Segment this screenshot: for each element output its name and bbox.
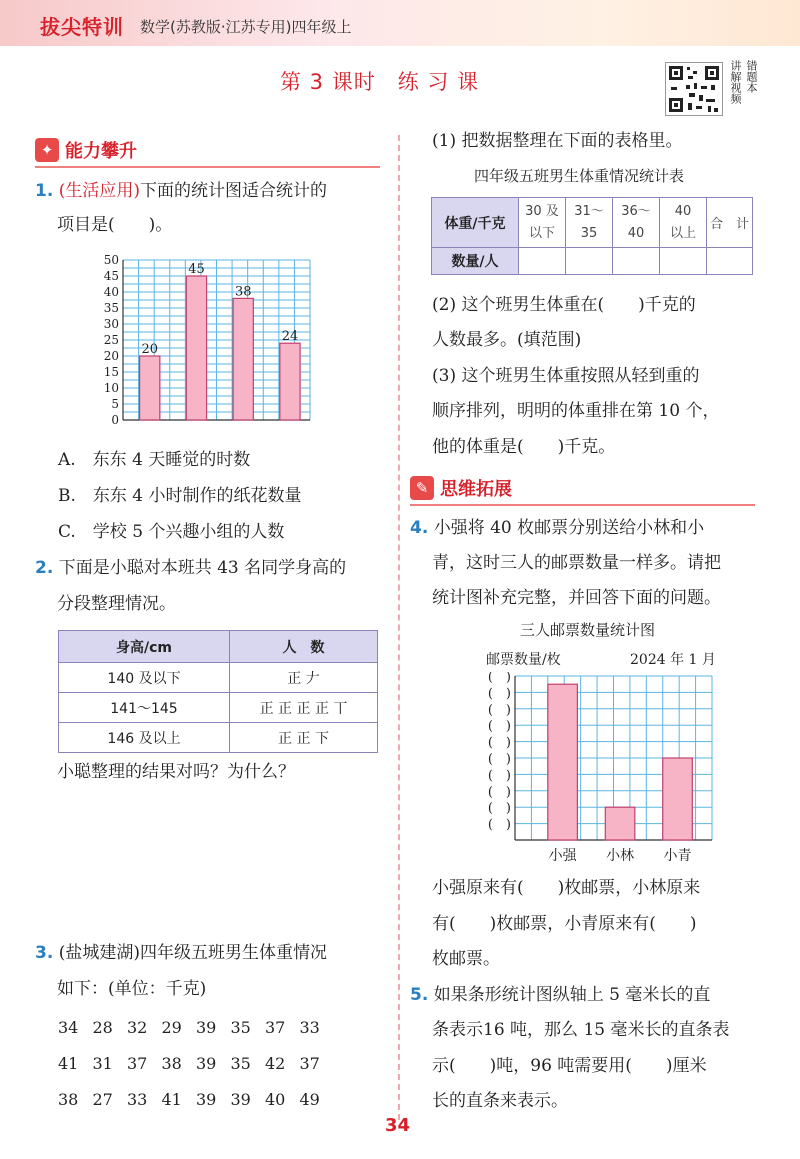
height-table-cell: 140 及以下 [59,663,230,693]
chart1-ytick: 50 [103,253,119,267]
section-ability [35,136,380,164]
chart2-ytick-blank: ( ) [487,801,511,817]
chart2-ytick-blank: ( ) [487,719,511,735]
q3-sub2a: (2) 这个班男生体重在( )千克的 [432,295,696,315]
q4-text1: 小强将 40 枚邮票分别送给小林和小 [433,518,705,538]
section-underline [35,166,380,168]
weight-table [431,197,753,275]
q3-line2: 如下：(单位：千克) [57,979,207,999]
bar-chart-1 [95,250,335,430]
q5-line1 [410,985,710,1005]
q1-option-c: C. 学校 5 个兴趣小组的人数 [58,522,285,542]
chart2-ticks [488,672,692,864]
q3-number: 3. [35,943,54,963]
q2-question: 小聪整理的结果对吗？为什么？ [57,762,295,782]
chart1-ytick: 10 [103,381,119,395]
weight-value: 39 [230,1090,251,1109]
weight-value: 37 [265,1018,286,1037]
stamp-chart-title: 三人邮票数量统计图 [520,621,656,639]
weight-value: 39 [196,1018,217,1037]
weight-value: 34 [58,1018,79,1037]
weight-value: 35 [230,1054,251,1073]
weight-table-header: 30 及 以下 [519,198,566,248]
chart2-bar [663,758,693,840]
chart2-bar [605,807,635,840]
lesson-title: 第 3 课时 练 习 课 [280,70,480,94]
chart1-ytick: 25 [103,333,119,347]
weight-value: 41 [161,1090,182,1109]
weight-value: 39 [196,1090,217,1109]
chart2-category-label: 小青 [663,848,692,864]
weight-table-blank[interactable] [519,248,566,275]
pen-icon: ✎ [410,476,434,500]
weight-value: 39 [196,1054,217,1073]
chart2-ytick-blank: ( ) [487,672,511,685]
height-table-cell: 正 𠂇 [230,663,378,693]
section-ability-title: 能力攀升 [65,141,137,162]
chart2-ytick-blank: ( ) [487,686,511,702]
q4-answer1: 小强原来有( )枚邮票，小林原来 [432,878,701,898]
chart1-data-label: 38 [234,284,252,300]
weight-value: 41 [58,1054,79,1073]
q3-sub2b: 人数最多。(填范围) [432,330,582,350]
q1-number: 1. [35,181,54,201]
q2-number: 2. [35,558,54,578]
section-thinking-title: 思维拓展 [440,479,512,500]
weight-table-blank[interactable] [613,248,660,275]
q3-tag: (盐城建湖) [58,943,140,963]
chart1-bar [280,343,300,420]
height-table-header: 身高/cm [59,631,230,663]
weight-value: 31 [92,1054,113,1073]
weight-table-header: 36～ 40 [613,198,660,248]
weight-table-header: 体重/千克 [432,198,519,248]
weight-value: 33 [127,1090,148,1109]
height-table-cell: 正 正 正 正 丅 [230,693,378,723]
weight-table-header: 合 计 [707,198,753,248]
q4-answer3: 枚邮票。 [432,949,500,969]
weight-value: 33 [299,1018,320,1037]
q2-line2: 分段整理情况。 [57,594,176,614]
chart1-ytick: 35 [103,301,119,315]
chart1-ytick: 5 [111,397,119,411]
q5-line4: 长的直条来表示。 [432,1091,568,1111]
q4-line1 [410,518,704,538]
weight-value: 38 [161,1054,182,1073]
weight-value: 40 [265,1090,286,1109]
chart2-ytick-blank: ( ) [487,702,511,718]
page-number: 34 [385,1115,411,1136]
chart1-ytick: 15 [103,365,119,379]
q3-text1: 四年级五班男生体重情况 [139,943,327,963]
chart1-data-label: 45 [188,262,205,277]
section-underline [410,504,755,506]
chart2-ytick-blank: ( ) [487,752,511,767]
q5-line2: 条表示16 吨，那么 15 毫米长的直条表 [432,1020,730,1040]
height-table [58,630,378,753]
chart2-ytick-blank: ( ) [487,768,511,784]
book-title: 数学(苏教版·江苏专用)四年级上 [140,18,352,36]
column-divider [398,135,400,1120]
q4-answer2: 有( )枚邮票，小青原来有( ) [432,914,697,934]
q1-line2: 项目是( )。 [57,215,173,235]
chart2-ytick-blank: ( ) [487,735,511,751]
weight-table-title: 四年级五班男生体重情况统计表 [474,167,685,185]
q2-line1 [35,558,346,578]
q5-text1: 如果条形统计图纵轴上 5 毫米长的直 [433,985,711,1005]
weight-value: 37 [299,1054,320,1073]
q1-option-b: B. 东东 4 小时制作的纸花数量 [58,486,302,506]
q2-text1: 下面是小聪对本班共 43 名同学身高的 [58,558,347,578]
q3-sub1: (1) 把数据整理在下面的表格里。 [432,131,683,151]
weight-table-header: 40 以上 [660,198,707,248]
q3-sub3c: 他的体重是( )千克。 [432,437,616,457]
qr-code-icon[interactable] [665,62,723,116]
chart1-ytick: 40 [103,285,119,299]
section-thinking [410,474,755,502]
height-table-cell: 正 正 下 [230,723,378,753]
chart2-bar [548,684,578,840]
chart1-bar [140,356,160,420]
q1-tag: (生活应用) [58,181,140,201]
height-table-cell: 146 及以上 [59,723,230,753]
chart1-ytick: 20 [103,349,119,363]
bar-chart-2 [470,672,720,872]
chart2-ytick-blank: ( ) [487,817,511,833]
stamp-chart-ylabel: 邮票数量/枚 [486,652,561,668]
q4-number: 4. [410,518,429,538]
chart1-data-label: 24 [281,329,299,345]
q1-text1: 下面的统计图适合统计的 [139,181,327,201]
stamp-chart-date: 2024 年 1 月 [630,652,716,668]
height-table-header: 人 数 [230,631,378,663]
brand-title: 拔尖特训 [40,15,124,39]
q3-sub3a: (3) 这个班男生体重按照从轻到重的 [432,366,700,386]
q1-line1 [35,181,327,201]
chart2-ytick-blank: ( ) [487,784,511,800]
weight-table-header: 31～ 35 [566,198,613,248]
q4-line2: 青，这时三人的邮票数量一样多。请把 [432,553,721,573]
chart1-ytick: 30 [103,317,119,331]
weight-value: 27 [92,1090,113,1109]
chart1-ytick: 45 [103,269,119,283]
weight-table-blank[interactable] [707,248,753,275]
height-table-cell: 141～145 [59,693,230,723]
weight-value: 29 [161,1018,182,1037]
weight-table-row-label: 数量/人 [432,248,519,275]
q5-number: 5. [410,985,429,1005]
chart1-ytick: 0 [111,413,119,427]
q5-line3: 示( )吨，96 吨需要用( )厘米 [432,1056,707,1076]
q1-option-a: A. 东东 4 天睡觉的时数 [58,450,251,470]
chart2-category-label: 小林 [606,848,635,864]
q4-line3: 统计图补充完整，并回答下面的问题。 [432,588,721,608]
chart1-bar [186,276,206,420]
weight-value: 28 [92,1018,113,1037]
weight-value: 42 [265,1054,286,1073]
chart2-bars [548,684,692,840]
chart1-bar [233,298,253,420]
q3-line1 [35,943,327,963]
chart2-category-label: 小强 [548,848,577,864]
error-book-label: 错题本 [745,60,758,93]
weight-table-blank[interactable] [660,248,707,275]
weight-value: 35 [230,1018,251,1037]
q3-sub3b: 顺序排列，明明的体重排在第 10 个， [432,401,720,421]
weight-value: 38 [58,1090,79,1109]
chart1-data-label: 20 [141,342,158,357]
weight-table-blank[interactable] [566,248,613,275]
weight-value: 37 [127,1054,148,1073]
weight-value: 32 [127,1018,148,1037]
video-label: 讲解视频 [729,60,742,104]
runner-icon: ✦ [35,138,59,162]
weight-value: 49 [299,1090,320,1109]
